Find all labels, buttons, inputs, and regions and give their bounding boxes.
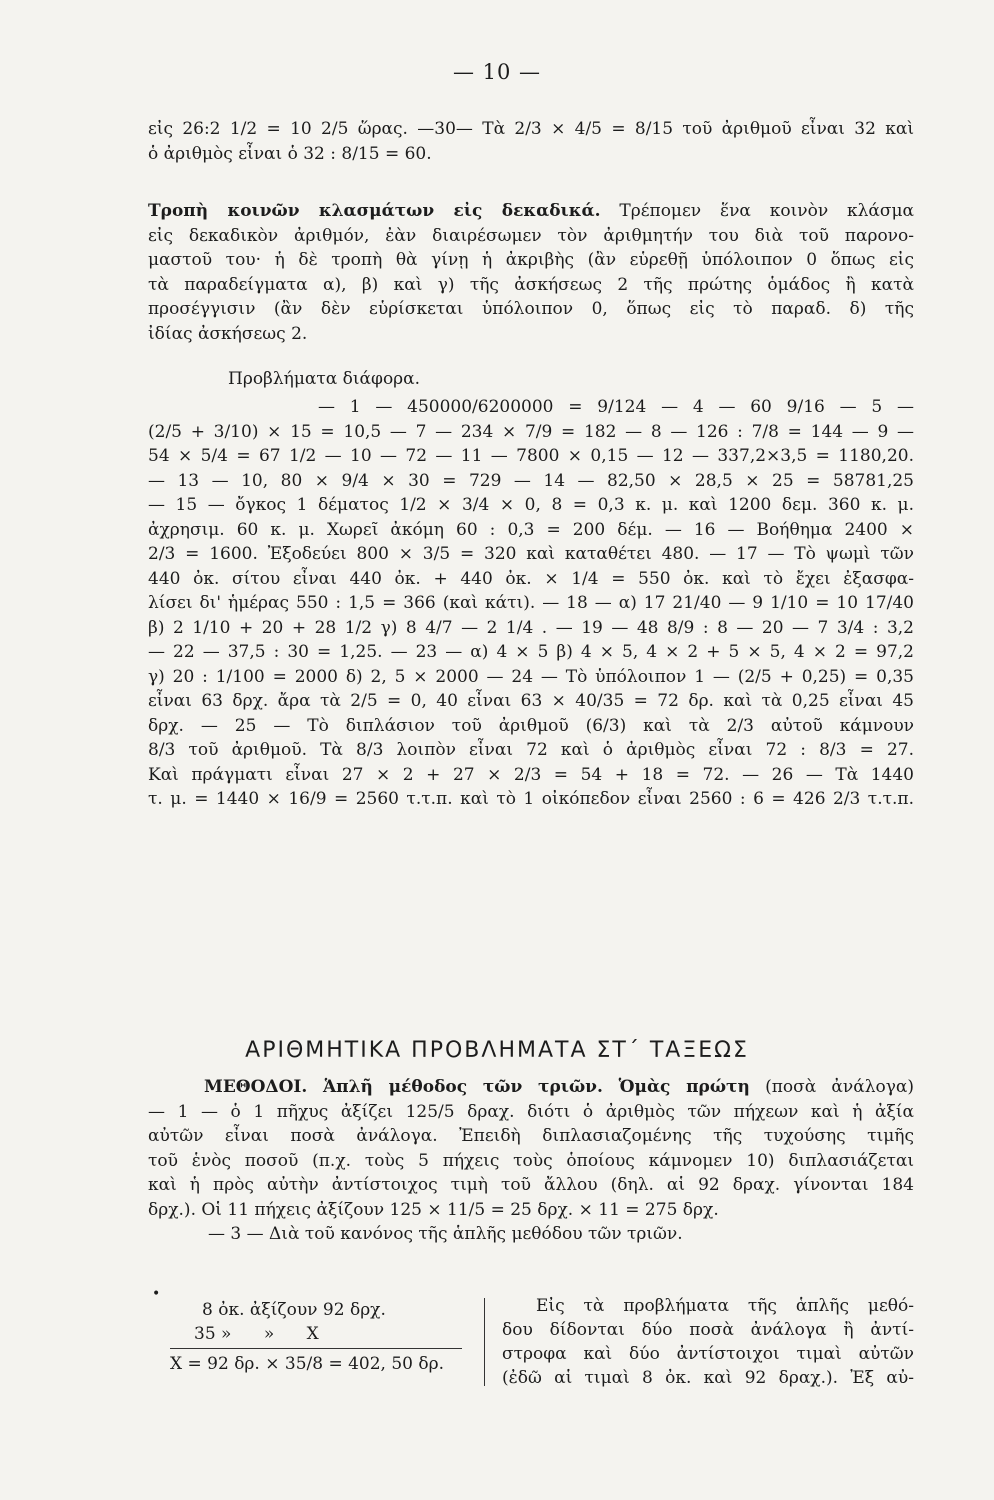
text-line: δρχ.). Οἱ 11 πήχεις ἀξίζουν 125 × 11/5 = 25 δρχ. × 11 = 275 δρχ. bbox=[148, 1199, 719, 1220]
text-line: εἰς δεκαδικὸν ἀριθμόν, ἐὰν διαιρέσωμεν τὸν ἀριθμητήν του διὰ τοῦ παρονο- bbox=[148, 225, 914, 246]
text-line: γ) 20 : 1/100 = 2000 δ) 2, 5 × 2000 — 24 — Τὸ ὑπόλοιπον 1 — (2/5 + 0,25) = 0,35 bbox=[148, 666, 914, 687]
text-line: — 1 — 450000/6200000 = 9/124 — 4 — 60 9/16 — 5 — bbox=[318, 397, 914, 417]
problems-heading-line bbox=[148, 367, 914, 392]
text-line: αὐτῶν εἶναι ποσὰ ἀνάλογα. Ἐπειδὴ διπλασιαζομένης τῆς τυχούσης τιμῆς bbox=[148, 1126, 914, 1146]
text-line: — 22 — 37,5 : 30 = 1,25. — 23 — α) 4 × 5 β) 4 × 5, 4 × 2 + 5 × 5, 4 × 2 = 97,2 bbox=[148, 642, 914, 662]
text-line: (2/5 + 3/10) × 15 = 10,5 — 7 — 234 × 7/9 = 182 — 8 — 126 : 7/8 = 144 — 9 — bbox=[148, 421, 914, 442]
text-line: λίσει δι' ἡμέρας 550 : 1,5 = 366 (καὶ κάτι). — 18 — α) 17 21/40 — 9 1/10 = 10 17/40 bbox=[148, 593, 914, 613]
text-line: β) 2 1/10 + 20 + 28 1/2 γ) 8 4/7 — 2 1/4 . — 19 — 48 8/9 : 8 — 20 — 7 3/4 : 3,2 bbox=[148, 617, 914, 638]
text-line: τοῦ ἑνὸς ποσοῦ (π.χ. τοὺς 5 πήχεις τοὺς ὁποίους κάμνομεν 10) διπλασιάζεται bbox=[148, 1150, 914, 1171]
text-line: — 1 — ὁ 1 πῆχυς ἀξίζει 125/5 δραχ. διότι ὁ ἀριθμὸς τῶν πήχεων καὶ ἡ ἀξία bbox=[148, 1101, 914, 1122]
text-line bbox=[148, 199, 914, 224]
text-line: ἀχρησιμ. 60 κ. μ. Χωρεῖ ἀκόμη 60 : 0,3 = 200 δέμ. — 16 — Βοήθημα 2400 × bbox=[148, 519, 914, 540]
table-line: 35 » » X bbox=[194, 1324, 319, 1344]
text-line: 440 ὀκ. σίτου εἶναι 440 ὀκ. + 440 ὀκ. × 1/4 = 550 ὀκ. καὶ τὸ ἔχει ἐξασφα- bbox=[148, 568, 914, 589]
text-line: — 15 — ὄγκος 1 δέματος 1/2 × 3/4 × 0, 8 = 0,3 κ. μ. καὶ 1200 δεμ. 360 κ. μ. bbox=[148, 495, 914, 515]
text-line: 54 × 5/4 = 67 1/2 — 10 — 72 — 11 — 7800 × 0,15 — 12 — 337,2×3,5 = 1180,20. bbox=[148, 446, 914, 466]
margin-mark: • bbox=[152, 1286, 161, 1302]
table-line: X = 92 δρ. × 35/8 = 402, 50 δρ. bbox=[170, 1354, 445, 1374]
text-line: Εἰς τὰ προβλήματα τῆς ἁπλῆς μεθό- bbox=[536, 1296, 914, 1316]
side-note bbox=[502, 1294, 914, 1390]
text-line: τ. μ. = 1440 × 16/9 = 2560 τ.τ.π. καὶ τὸ 1 οἰκόπεδον εἶναι 2560 : 6 = 426 2/3 τ.τ.π. bbox=[148, 789, 914, 809]
table-line: 8 ὀκ. ἀξίζουν 92 δρχ. bbox=[202, 1300, 386, 1320]
rule-of-three-table bbox=[170, 1298, 470, 1376]
text-line: ὁ ἀριθμὸς εἶναι ὁ 32 : 8/15 = 60. bbox=[148, 143, 432, 164]
text-line-part: Τρέπομεν ἕνα κοινὸν κλάσμα bbox=[619, 201, 915, 221]
text-line: 8/3 τοῦ ἀριθμοῦ. Τὰ 8/3 λοιπὸν εἶναι 72 καὶ ὁ ἀριθμὸς εἶναι 72 : 8/3 = 27. bbox=[148, 740, 914, 760]
methods-section bbox=[148, 1075, 914, 1247]
text-line: 2/3 = 1600. Ἐξοδεύει 800 × 3/5 = 320 καὶ καταθέτει 480. — 17 — Τὸ ψωμὶ τῶν bbox=[148, 544, 914, 564]
text-line-part: (ποσὰ ἀνάλογα) bbox=[765, 1077, 914, 1097]
text-line: — 13 — 10, 80 × 9/4 × 30 = 729 — 14 — 82,50 × 28,5 × 25 = 58781,25 bbox=[148, 470, 914, 491]
text-line bbox=[148, 1075, 914, 1100]
text-line: εἰς 26:2 1/2 = 10 2/5 ὥρας. —30— Τὰ 2/3 × 4/5 = 8/15 τοῦ ἀριθμοῦ εἶναι 32 καὶ bbox=[148, 119, 914, 139]
text-line: εἶναι 63 δρχ. ἄρα τὰ 2/5 = 0, 40 εἶναι 63 × 40/35 = 72 δρ. καὶ τὰ 0,25 εἶναι 45 bbox=[148, 691, 914, 711]
column-divider bbox=[484, 1298, 485, 1386]
text-line: καὶ ἡ πρὸς αὐτὴν ἀντίστοιχος τιμὴ τοῦ ἄλλου (δηλ. αἱ 92 δραχ. γίνονται 184 bbox=[148, 1175, 914, 1195]
text-line bbox=[148, 367, 914, 392]
divider bbox=[170, 1348, 462, 1349]
section-heading: Προβλήματα διάφορα. bbox=[228, 369, 421, 389]
text-line: στροφα καὶ δύο ἀντίστοιχοι τιμαὶ αὐτῶν bbox=[502, 1344, 914, 1364]
conversion-section bbox=[148, 199, 914, 346]
section-heading: ΜΕΘΟΔΟΙ. Ἁπλῆ μέθοδος τῶν τριῶν. Ὁμὰς πρώτη bbox=[204, 1077, 750, 1097]
section-heading: Τροπὴ κοινῶν κλασμάτων εἰς δεκαδικά. bbox=[148, 201, 601, 221]
chapter-title: ΑΡΙΘΜΗΤΙΚΑ ΠΡΟΒΛΗΜΑΤΑ ΣΤ΄ ΤΑΞΕΩΣ bbox=[245, 1038, 749, 1063]
text-line: δρχ. — 25 — Τὸ διπλάσιον τοῦ ἀριθμοῦ (6/3) καὶ τὰ 2/3 αὐτοῦ κάμνουν bbox=[148, 715, 914, 736]
problems-section bbox=[148, 395, 914, 812]
text-line: προσέγγισιν (ἂν δὲν εὑρίσκεται ὑπόλοιπον 0, ὅπως εἰς τὸ παραδ. δ) τῆς bbox=[148, 299, 914, 319]
text-line: — 3 — Διὰ τοῦ κανόνος τῆς ἁπλῆς μεθόδου τῶν τριῶν. bbox=[208, 1224, 683, 1244]
text-line: τὰ παραδείγματα α), β) καὶ γ) τῆς ἀσκήσεως 2 τῆς πρώτης ὁμάδος ἢ κατὰ bbox=[148, 274, 914, 295]
text-line: ἰδίας ἀσκήσεως 2. bbox=[148, 323, 308, 344]
page-number: — 10 — bbox=[452, 60, 542, 84]
text-line: (ἐδῶ αἱ τιμαὶ 8 ὀκ. καὶ 92 δραχ.). Ἐξ αὐ- bbox=[502, 1368, 914, 1388]
text-line: Καὶ πράγματι εἶναι 27 × 2 + 27 × 2/3 = 54 + 18 = 72. — 26 — Τὰ 1440 bbox=[148, 764, 914, 785]
text-line: δου δίδονται δύο ποσὰ ἀνάλογα ἢ ἀντί- bbox=[502, 1320, 914, 1340]
top-paragraph bbox=[148, 117, 914, 166]
text-line: μαστοῦ του· ἡ δὲ τροπὴ θὰ γίνῃ ἡ ἀκριβὴς (ἂν εὑρεθῇ ὑπόλοιπον 0 ὅπως εἰς bbox=[148, 250, 914, 270]
